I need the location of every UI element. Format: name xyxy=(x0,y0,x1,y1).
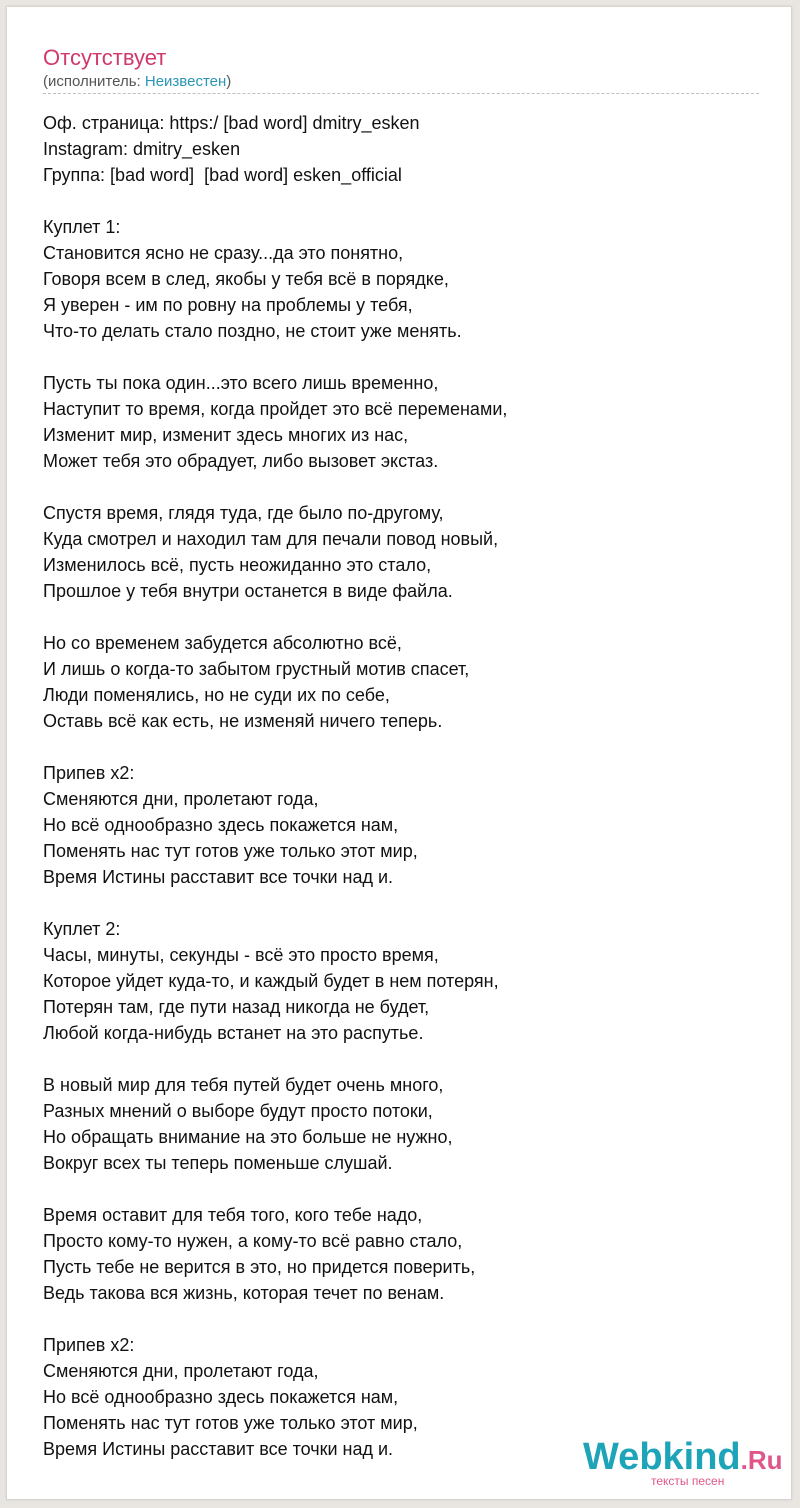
logo-main-text: Webkind xyxy=(583,1436,741,1478)
song-title: Отсутствует xyxy=(43,45,167,70)
webkind-logo[interactable] xyxy=(583,1431,783,1491)
logo-tagline: тексты песен xyxy=(651,1474,725,1488)
lyrics-text: Оф. страница: https:/ [bad word] dmitry_esken Instagram: dmitry_esken Группа: [bad word] [bad word] esken_official Куплет 1: Становится ясно не сразу...да это понятно, Говоря всем в след, якобы у тебя всё в порядке, Я уверен - им по ровну на проблемы у тебя, Что-то делать стало поздно, не стоит уже менять. Пусть ты пока один...это всего лишь временно, Наступит то время, когда пройдет это всё переменами, Изменит мир, изменит здесь многих из нас, Может тебя это обрадует, либо вызовет экстаз. Спустя время, глядя туда, где было по-другому, Куда смотрел и находил там для печали повод новый, Изменилось всё, пусть неожиданно это стало, Прошлое у тебя внутри останется в виде файла. Но со временем забудется абсолютно всё, И лишь о когда-то забытом грустный мотив спасет, Люди поменялись, но не суди их по себе, Оставь всё как есть, не изменяй ничего теперь. Припев x2: Сменяются дни, пролетают года, Но всё однообразно здесь покажется нам, Поменять нас тут готов уже только этот мир, Время Истины расставит все точки над и. Куплет 2: Часы, минуты, секунды - всё это просто время, Которое уйдет куда-то, и каждый будет в нем потерян, Потерян там, где пути назад никогда не будет, Любой когда-нибудь встанет на это распутье. В новый мир для тебя путей будет очень много, Разных мнений о выборе будут просто потоки, Но обращать внимание на это больше не нужно, Вокруг всех ты теперь поменьше слушай. Время оставит для тебя того, кого тебе надо, Просто кому-то нужен, а кому-то всё равно стало, Пусть тебе не верится в это, но придется поверить, Ведь такова вся жизнь, которая течет по венам. Припев x2: Сменяются дни, пролетают года, Но всё однообразно здесь покажется нам, Поменять нас тут готов уже только этот мир, Время Истины расставит все точки над и. xyxy=(43,113,508,1459)
lyrics-card xyxy=(6,6,792,1500)
artist-line xyxy=(43,73,231,91)
artist-prefix: (исполнитель: xyxy=(43,73,145,90)
logo-tld-text: .Ru xyxy=(740,1445,783,1475)
artist-suffix: ) xyxy=(226,73,232,90)
title-divider xyxy=(43,93,759,94)
artist-link[interactable]: Неизвестен xyxy=(144,73,227,90)
